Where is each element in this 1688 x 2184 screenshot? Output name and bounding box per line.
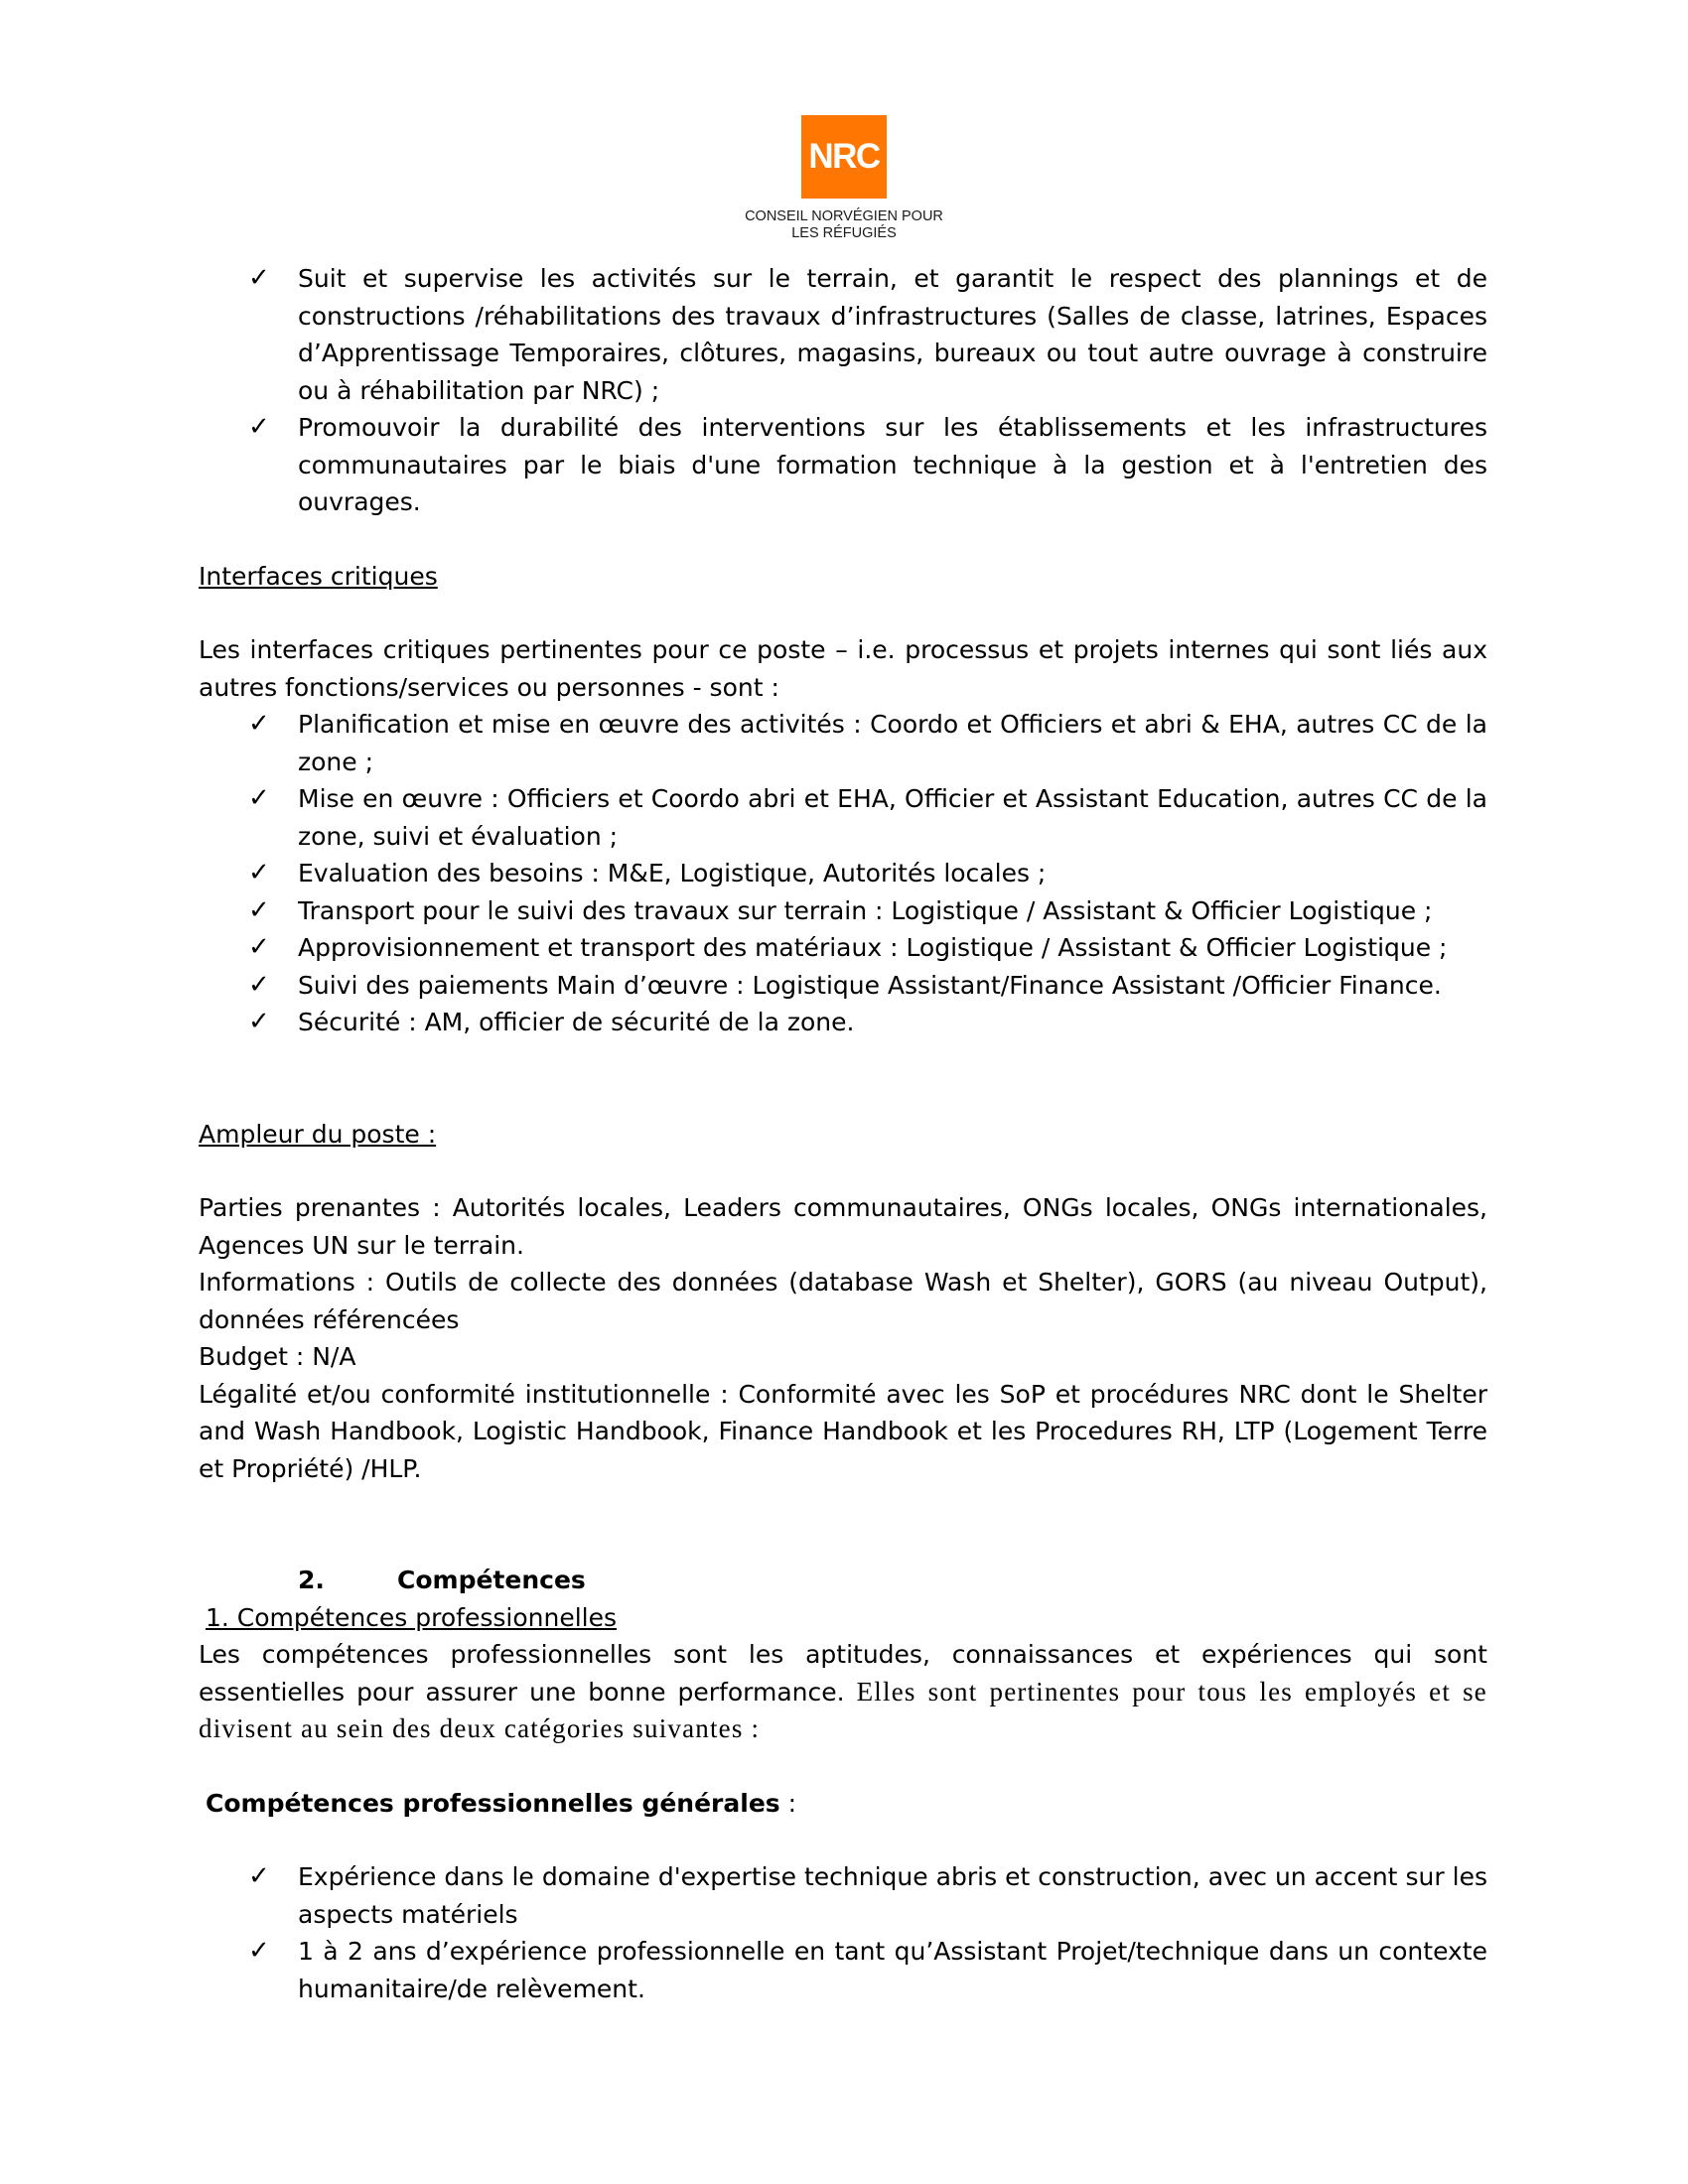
general-heading-suffix: : (779, 1788, 797, 1818)
list-item (199, 1858, 1487, 1933)
list-item (199, 1004, 1487, 1041)
list-item (199, 967, 1487, 1005)
checkmark-icon: ✓ (248, 783, 270, 813)
intro-list (199, 260, 1487, 521)
ampleur-legalite: Légalité et/ou conformité institutionnelle : Conformité avec les SoP et procédures NRC dont le Shelter and Wash Handbook, Logistic Handbook, Finance Handbook et les Procedures RH, LTP (Logement Terre et Propriété) /HLP. (199, 1379, 1487, 1483)
competences-list (199, 1858, 1487, 2007)
list-item-text: Suit et supervise les activités sur le terrain, et garantit le respect des plannings et de constructions /réhabilitations des travaux d’infrastructures (Salles de classe, latrines, Espaces d’Apprentissage Temporaires, clôtures, magasins, bureaux ou tout autre ouvrage à construire ou à réhabilitation par NRC) ; (298, 264, 1487, 405)
ampleur-stakeholders: Parties prenantes : Autorités locales, Leaders communautaires, ONGs locales, ONGs internationales, Agences UN sur le terrain. (199, 1193, 1487, 1260)
list-item-text: Mise en œuvre : Officiers et Coordo abri et EHA, Officier et Assistant Education, autres CC de la zone, suivi et évaluation ; (298, 784, 1487, 851)
list-item-text: 1 à 2 ans d’expérience professionnelle en tant qu’Assistant Projet/technique dans un contexte humanitaire/de relèvement. (298, 1937, 1487, 2003)
general-heading: Compétences professionnelles générales (206, 1788, 780, 1818)
list-item (199, 780, 1487, 855)
section-number: 2. (298, 1566, 325, 1594)
checkmark-icon: ✓ (248, 858, 270, 887)
checkmark-icon: ✓ (248, 894, 270, 925)
list-item (199, 260, 1487, 409)
list-item (199, 706, 1487, 780)
competences-intro (199, 1636, 1487, 1748)
checkmark-icon: ✓ (248, 412, 270, 442)
ampleur-informations: Informations : Outils de collecte des données (database Wash et Shelter), GORS (au niveau Output), données référencées (199, 1268, 1487, 1334)
competences-intro-part1: Les compétences professionnelles sont les aptitudes, connaissances et expériences qui sont essentielles pour assurer une bonne performance. (199, 1640, 1487, 1706)
competences-intro-part2: Elles sont pertinentes pour tous les employés et se divisent au sein des deux catégories suivantes : (199, 1676, 1487, 1743)
list-item-text: Approvisionnement et transport des matériaux : Logistique / Assistant & Officier Logistique ; (298, 933, 1448, 962)
section-title: Compétences (397, 1566, 586, 1594)
interfaces-intro: Les interfaces critiques pertinentes pour ce poste – i.e. processus et projets internes qui sont liés aux autres fonctions/services ou personnes - sont : (199, 635, 1487, 702)
checkmark-icon: ✓ (248, 1861, 270, 1891)
nrc-logo-text: NRC (808, 137, 880, 176)
list-item-text: Evaluation des besoins : M&E, Logistique, Autorités locales ; (298, 859, 1047, 887)
list-item-text: Planification et mise en œuvre des activités : Coordo et Officiers et abri & EHA, autres CC de la zone ; (298, 710, 1487, 776)
list-item (199, 929, 1487, 967)
checkmark-icon: ✓ (248, 1936, 270, 1966)
checkmark-icon: ✓ (248, 709, 270, 739)
list-item (199, 409, 1487, 521)
checkmark-icon: ✓ (248, 263, 270, 293)
list-item-text: Suivi des paiements Main d’œuvre : Logistique Assistant/Finance Assistant /Officier Finance. (298, 970, 1442, 1000)
nrc-logo (735, 115, 953, 242)
interfaces-heading: Interfaces critiques (199, 561, 438, 591)
interfaces-list (199, 706, 1487, 1041)
list-item (199, 1933, 1487, 2007)
list-item-text: Promouvoir la durabilité des interventions sur les établissements et les infrastructures communautaires par le biais d'une formation technique à la gestion et à l'entretien des ouvrages. (298, 413, 1487, 516)
checkmark-icon: ✓ (248, 1007, 270, 1036)
ampleur-heading: Ampleur du poste : (199, 1119, 437, 1149)
general-heading-line (199, 1785, 1487, 1823)
nrc-logo-box (801, 115, 887, 199)
list-item-text: Expérience dans le domaine d'expertise technique abris et construction, avec un accent sur les aspects matériels (298, 1862, 1487, 1929)
document-body (199, 260, 1487, 2007)
sub-heading: 1. Compétences professionnelles (206, 1602, 618, 1632)
section-heading-competences (199, 1562, 1487, 1599)
list-item (199, 892, 1487, 930)
list-item-text: Sécurité : AM, officier de sécurité de la zone. (298, 1008, 855, 1036)
checkmark-icon: ✓ (248, 932, 270, 962)
list-item (199, 855, 1487, 892)
checkmark-icon: ✓ (248, 969, 270, 1000)
list-item-text: Transport pour le suivi des travaux sur terrain : Logistique / Assistant & Officier Logistique ; (298, 895, 1433, 925)
ampleur-budget: Budget : N/A (199, 1342, 356, 1371)
nrc-logo-subtitle: CONSEIL NORVÉGIEN POUR LES RÉFUGIÉS (745, 208, 943, 241)
